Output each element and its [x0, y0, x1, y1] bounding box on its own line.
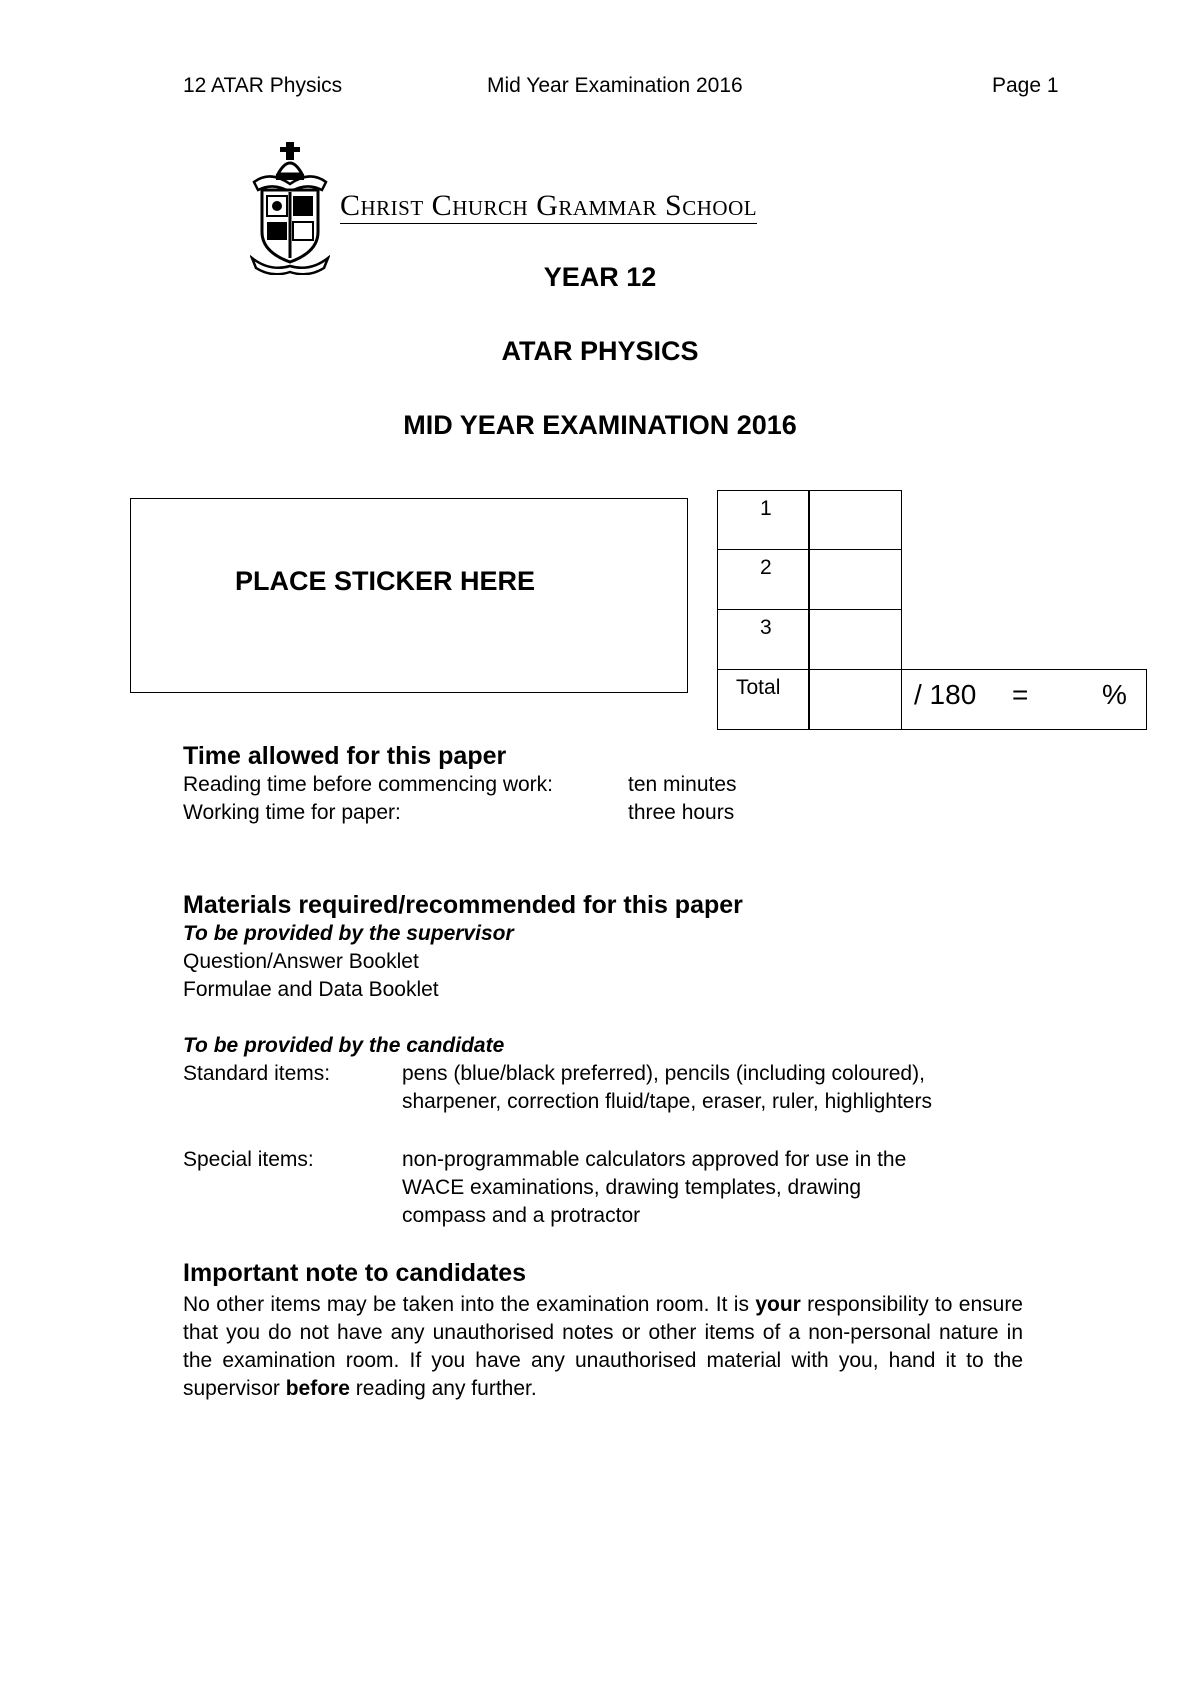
supervisor-heading: To be provided by the supervisor [183, 922, 514, 945]
marks-row-3-label: 3 [760, 616, 772, 639]
marks-total-label: Total [736, 676, 781, 699]
working-time-label: Working time for paper: [183, 801, 401, 824]
note-emphasis-your: your [755, 1293, 801, 1316]
marks-row-1-score-cell[interactable] [808, 490, 902, 550]
header-page-number: Page 1 [992, 74, 1059, 97]
sticker-box [130, 498, 688, 693]
time-heading: Time allowed for this paper [183, 742, 507, 770]
marks-out-of: / 180 [914, 679, 977, 710]
standard-items-line: sharpener, correction fluid/tape, eraser, ruler, highlighters [402, 1090, 932, 1113]
marks-row-2-label-cell [717, 549, 810, 610]
exam-title: MID YEAR EXAMINATION 2016 [403, 410, 797, 440]
sticker-label: PLACE STICKER HERE [235, 566, 536, 596]
marks-row-1-label: 1 [760, 497, 772, 520]
special-items-line: compass and a protractor [402, 1204, 641, 1227]
materials-heading: Materials required/recommended for this paper [183, 891, 743, 919]
supervisor-item: Question/Answer Booklet [183, 950, 419, 973]
marks-equals: = [1012, 679, 1029, 710]
subject-title: ATAR PHYSICS [501, 336, 699, 366]
header-left: 12 ATAR Physics [183, 74, 343, 97]
reading-time-label: Reading time before commencing work: [183, 773, 554, 796]
marks-total-percent-cell [901, 669, 1147, 730]
reading-time-value: ten minutes [628, 773, 737, 796]
standard-items-line: pens (blue/black preferred), pencils (including coloured), [402, 1062, 925, 1085]
marks-row-2-score-cell[interactable] [808, 549, 902, 610]
marks-row-2-label: 2 [760, 556, 772, 579]
marks-row-3-score-cell[interactable] [808, 609, 902, 670]
marks-total-label-cell [717, 669, 810, 730]
supervisor-item: Formulae and Data Booklet [183, 978, 439, 1001]
special-items-line: non-programmable calculators approved for use in the [402, 1148, 907, 1171]
marks-row-3-label-cell [717, 609, 810, 670]
marks-total-score-cell[interactable] [808, 669, 902, 730]
marks-percent-sign: % [1102, 679, 1127, 710]
note-emphasis-before: before [285, 1377, 350, 1400]
school-crest-logo [250, 140, 330, 275]
marks-row-1-label-cell [717, 490, 810, 550]
working-time-value: three hours [628, 801, 735, 824]
special-items-label: Special items: [183, 1148, 314, 1171]
standard-items-label: Standard items: [183, 1062, 331, 1085]
candidate-heading: To be provided by the candidate [183, 1034, 505, 1057]
special-items-line: WACE examinations, drawing templates, drawing [402, 1176, 862, 1199]
note-heading: Important note to candidates [183, 1259, 527, 1287]
note-paragraph: No other items may be taken into the examination room. It is your responsibility to ensure that you do not have any unauthorised notes or other items of a non-personal nature in the examination room. If you have any unauthorised material with you, hand it to the supervisor before reading any further. [183, 1293, 1023, 1400]
year-title: YEAR 12 [543, 262, 657, 292]
header-center: Mid Year Examination 2016 [487, 74, 743, 97]
school-name: Christ Church Grammar School [340, 189, 758, 222]
